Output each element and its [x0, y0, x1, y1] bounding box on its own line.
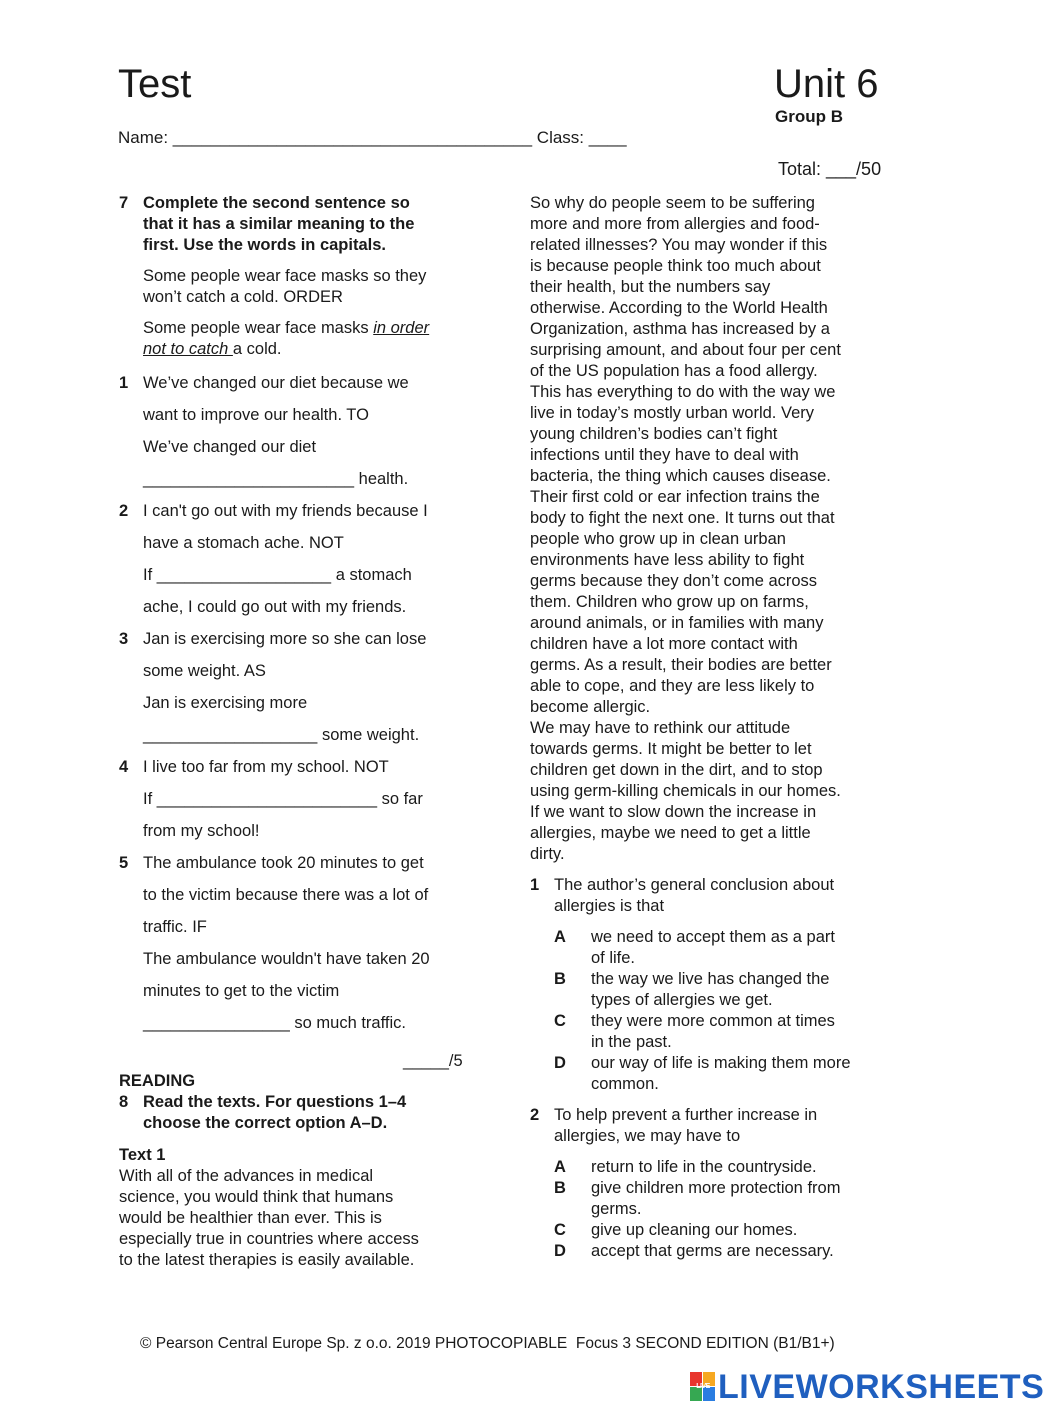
item-number: 2: [119, 502, 129, 520]
example-source: [119, 266, 479, 308]
answer-blank-line[interactable]: ________________ so much traffic.: [143, 1014, 406, 1032]
item-line: I live too far from my school. NOT: [143, 758, 389, 776]
instruction-line: Read the texts. For questions 1–4: [143, 1093, 407, 1111]
text-line: dirty.: [530, 845, 565, 863]
text-line: infections until they have to deal with: [530, 446, 799, 464]
text-line: otherwise. According to the World Health: [530, 299, 828, 317]
option-line: common.: [591, 1075, 659, 1093]
q1-option-a[interactable]: [554, 927, 890, 969]
right-column: [530, 193, 890, 1262]
name-class-line[interactable]: Name: ______________________________________ Class: ____: [118, 128, 627, 147]
text-line: around animals, or in families with many: [530, 614, 824, 632]
q2-option-c[interactable]: [554, 1220, 890, 1241]
option-letter: D: [554, 1054, 566, 1072]
text-line: their health, but the numbers say: [530, 278, 771, 296]
text-line: is because people think too much about: [530, 257, 821, 275]
text-line: germs. As a result, their bodies are better: [530, 656, 832, 674]
option-letter: D: [554, 1242, 566, 1260]
question-line: allergies, we may have to: [554, 1127, 741, 1145]
option-line: give up cleaning our homes.: [591, 1221, 798, 1239]
text-line: This has everything to do with the way we: [530, 383, 836, 401]
question-1: [530, 875, 890, 1095]
question-number: 2: [530, 1106, 540, 1124]
task7-item-1[interactable]: [119, 367, 479, 495]
reading-section: [119, 1071, 479, 1271]
answer-blank-line[interactable]: _______________________ health.: [143, 470, 409, 488]
item-number: 4: [119, 758, 129, 776]
task7-instruction: [119, 193, 479, 256]
text-line: especially true in countries where access: [119, 1230, 419, 1248]
item-number: 5: [119, 854, 129, 872]
text-line: become allergic.: [530, 698, 651, 716]
option-letter: A: [554, 1158, 566, 1176]
total-score[interactable]: Total: ___/50: [778, 159, 882, 179]
text-label: Text 1: [119, 1146, 166, 1164]
example-line: won’t catch a cold. ORDER: [143, 288, 343, 306]
q1-option-b[interactable]: [554, 969, 890, 1011]
text-line: body to fight the next one. It turns out that: [530, 509, 835, 527]
item-line: Jan is exercising more so she can lose: [143, 630, 427, 648]
item-line: We’ve changed our diet: [143, 438, 317, 456]
option-line: the way we live has changed the: [591, 970, 830, 988]
option-letter: C: [554, 1221, 566, 1239]
text-line: surprising amount, and about four per cent: [530, 341, 841, 359]
answer-blank-line[interactable]: If ________________________ so far: [143, 790, 423, 808]
example-answer-suffix: a cold.: [232, 340, 282, 358]
answer-blank-line[interactable]: ___________________ some weight.: [143, 726, 420, 744]
example-answer: [119, 318, 479, 360]
item-line: from my school!: [143, 822, 260, 840]
option-line: our way of life is making them more: [591, 1054, 851, 1072]
option-line: we need to accept them as a part: [591, 928, 835, 946]
reading-text-part-2: [530, 193, 890, 865]
question-line: The author’s general conclusion about: [554, 876, 835, 894]
task8-number: 8: [119, 1093, 129, 1111]
item-number: 1: [119, 374, 129, 392]
instruction-line: Complete the second sentence so: [143, 194, 410, 212]
text-line: allergies, maybe we need to get a little: [530, 824, 811, 842]
option-line: germs.: [591, 1200, 642, 1218]
task7-item-4[interactable]: [119, 751, 479, 847]
example-answer-underlined: not to catch: [143, 340, 233, 358]
item-line: I can't go out with my friends because I: [143, 502, 428, 520]
example-line: Some people wear face masks so they: [143, 267, 427, 285]
instruction-line: first. Use the words in capitals.: [143, 236, 386, 254]
text-line: So why do people seem to be suffering: [530, 194, 815, 212]
liveworksheets-brand[interactable]: LIVEWORKSHEETS: [718, 1368, 1044, 1406]
option-letter: B: [554, 1179, 566, 1197]
task7-item-3[interactable]: [119, 623, 479, 751]
text-line: able to cope, and they are less likely to: [530, 677, 815, 695]
page-title: Test: [118, 62, 192, 106]
liveworksheets-logo-icon: [690, 1372, 716, 1402]
option-letter: B: [554, 970, 566, 988]
text-line: using germ-killing chemicals in our homes.: [530, 782, 841, 800]
left-column: [119, 193, 479, 1039]
text-line: If we want to slow down the increase in: [530, 803, 817, 821]
q2-option-d[interactable]: [554, 1241, 890, 1262]
text-line: With all of the advances in medical: [119, 1167, 374, 1185]
text-line: Their first cold or ear infection trains the: [530, 488, 820, 506]
copyright-footer: © Pearson Central Europe Sp. z o.o. 2019 PHOTOCOPIABLE Focus 3 SECOND EDITION (B1/B1+): [140, 1335, 835, 1352]
item-line: want to improve our health. TO: [143, 406, 369, 424]
option-letter: A: [554, 928, 566, 946]
instruction-line: that it has a similar meaning to the: [143, 215, 415, 233]
text-line: of the US population has a food allergy.: [530, 362, 818, 380]
item-number: 3: [119, 630, 129, 648]
example-answer-underlined: in order: [373, 319, 430, 337]
text-line: related illnesses? You may wonder if this: [530, 236, 828, 254]
text-line: environments have less ability to fight: [530, 551, 805, 569]
task8-instruction: [119, 1092, 479, 1134]
q2-option-a[interactable]: [554, 1157, 890, 1178]
text-line: children have a lot more contact with: [530, 635, 798, 653]
text-line: them. Children who grow up on farms,: [530, 593, 809, 611]
option-letter: C: [554, 1012, 566, 1030]
text-line: young children’s bodies can’t fight: [530, 425, 778, 443]
option-line: in the past.: [591, 1033, 672, 1051]
option-line: give children more protection from: [591, 1179, 841, 1197]
item-line: ache, I could go out with my friends.: [143, 598, 407, 616]
question-line: allergies is that: [554, 897, 665, 915]
item-line: We’ve changed our diet because we: [143, 374, 409, 392]
text-line: would be healthier than ever. This is: [119, 1209, 382, 1227]
text-line: to the latest therapies is easily available.: [119, 1251, 415, 1269]
unit-title: Unit 6: [774, 62, 879, 106]
text-line: towards germs. It might be better to let: [530, 740, 812, 758]
text-line: live in today’s mostly urban world. Very: [530, 404, 814, 422]
item-line: minutes to get to the victim: [143, 982, 340, 1000]
example-answer-prefix: Some people wear face masks: [143, 319, 374, 337]
q1-option-c[interactable]: [554, 1011, 890, 1053]
task7-item-2[interactable]: [119, 495, 479, 623]
text-line: more and more from allergies and food-: [530, 215, 820, 233]
question-line: To help prevent a further increase in: [554, 1106, 818, 1124]
text-line: children get down in the dirt, and to stop: [530, 761, 823, 779]
item-line: Jan is exercising more: [143, 694, 308, 712]
text-line: bacteria, the thing which causes disease.: [530, 467, 831, 485]
instruction-line: choose the correct option A–D.: [143, 1114, 388, 1132]
reading-text-part-1: [119, 1166, 479, 1271]
text-line: germs because they don’t come across: [530, 572, 818, 590]
answer-blank-line[interactable]: If ___________________ a stomach: [143, 566, 412, 584]
text-line: people who grow up in clean urban: [530, 530, 786, 548]
option-line: they were more common at times: [591, 1012, 835, 1030]
text-line: science, you would think that humans: [119, 1188, 394, 1206]
text-line: We may have to rethink our attitude: [530, 719, 791, 737]
option-line: return to life in the countryside.: [591, 1158, 817, 1176]
item-line: to the victim because there was a lot of: [143, 886, 429, 904]
task7-item-5[interactable]: [119, 847, 479, 1039]
q1-option-d[interactable]: [554, 1053, 890, 1095]
item-line: The ambulance took 20 minutes to get: [143, 854, 424, 872]
q2-option-b[interactable]: [554, 1178, 890, 1220]
question-2: [530, 1105, 890, 1262]
question-number: 1: [530, 876, 540, 894]
task7-score[interactable]: _____/5: [403, 1052, 463, 1070]
item-line: traffic. IF: [143, 918, 207, 936]
reading-heading: READING: [119, 1072, 196, 1090]
item-line: The ambulance wouldn't have taken 20: [143, 950, 430, 968]
text-line: Organization, asthma has increased by a: [530, 320, 830, 338]
option-line: types of allergies we get.: [591, 991, 773, 1009]
task7-number: 7: [119, 194, 129, 212]
option-line: of life.: [591, 949, 636, 967]
item-line: some weight. AS: [143, 662, 266, 680]
group-label: Group B: [775, 107, 843, 126]
option-line: accept that germs are necessary.: [591, 1242, 834, 1260]
logo-icon-letters: LIVE: [696, 1383, 710, 1390]
item-line: have a stomach ache. NOT: [143, 534, 344, 552]
